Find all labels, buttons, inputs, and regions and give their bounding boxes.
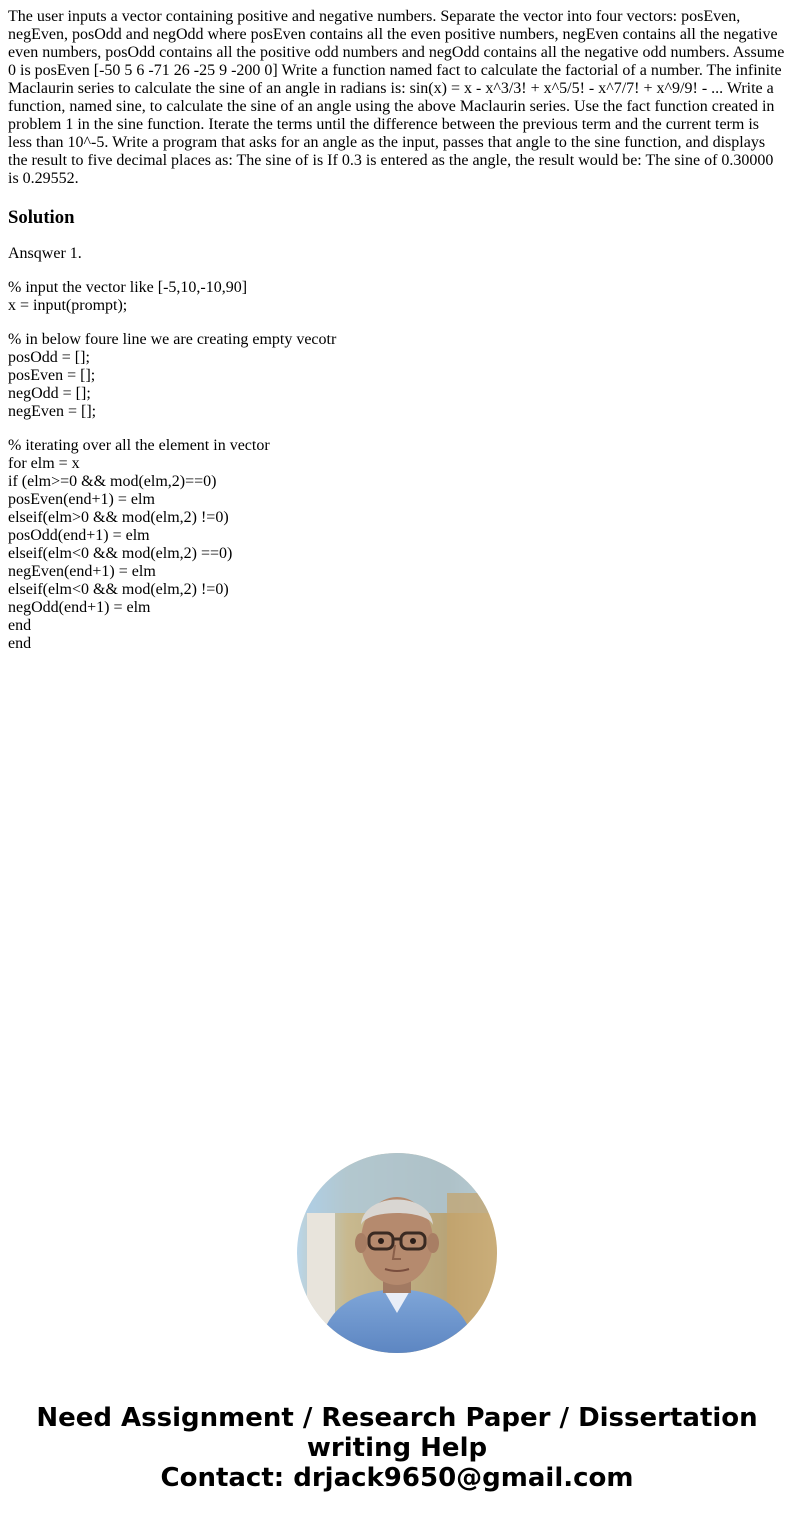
- code-line: for elm = x: [8, 455, 80, 472]
- code-block-init: [8, 331, 786, 421]
- code-line: negOdd(end+1) = elm: [8, 599, 151, 616]
- code-line: if (elm>=0 && mod(elm,2)==0): [8, 473, 217, 490]
- code-line: % input the vector like [-5,10,-10,90]: [8, 279, 248, 296]
- code-line: posEven(end+1) = elm: [8, 491, 155, 508]
- code-line: % in below foure line we are creating empty vecotr: [8, 331, 337, 348]
- code-block-input: [8, 279, 786, 315]
- code-line: posOdd(end+1) = elm: [8, 527, 150, 544]
- code-line: elseif(elm>0 && mod(elm,2) !=0): [8, 509, 229, 526]
- promo-line: Need Assignment / Research Paper / Dissertation: [36, 1403, 758, 1433]
- document-body: [8, 8, 786, 653]
- promo-line: writing Help: [306, 1433, 488, 1463]
- code-line: % iterating over all the element in vector: [8, 437, 270, 454]
- code-line: x = input(prompt);: [8, 297, 128, 314]
- code-line: posEven = [];: [8, 367, 96, 384]
- code-block-loop: [8, 437, 786, 653]
- code-line: elseif(elm<0 && mod(elm,2) ==0): [8, 545, 233, 562]
- code-line: negEven(end+1) = elm: [8, 563, 156, 580]
- contact-email: Contact: drjack9650@gmail.com: [160, 1463, 634, 1493]
- author-portrait: [297, 1153, 497, 1353]
- question-text: The user inputs a vector containing positive and negative numbers. Separate the vector into four vectors: posEven, negEven, posOdd and negOdd where posEven contains all the even positive numbers, negEven contains all the negative even numbers, posOdd contains all the positive odd numbers and negOdd contains all the negative odd numbers. Assume 0 is posEven [-50 5 6 -71 26 -25 9 -200 0] Write a function named fact to calculate the factorial of a number. The infinite Maclaurin series to calculate the sine of an angle in radians is: sin(x) = x - x^3/3! + x^5/5! - x^7/7! + x^9/9! - ... Write a function, named sine, to calculate the sine of an angle using the above Maclaurin series. Use the fact function created in problem 1 in the sine function. Iterate the terms until the difference between the previous term and the current term is less than 10^-5. Write a program that asks for an angle as the input, passes that angle to the sine function, and displays the result to five decimal places as: The sine of is If 0.3 is entered as the angle, the result would be: The sine of 0.30000 is 0.29552.: [8, 8, 785, 187]
- answer-label: Ansqwer 1.: [8, 245, 82, 262]
- code-line: elseif(elm<0 && mod(elm,2) !=0): [8, 581, 229, 598]
- code-line: end: [8, 617, 32, 634]
- promo-banner: [0, 1403, 794, 1493]
- code-line: negEven = [];: [8, 403, 97, 420]
- code-line: negOdd = [];: [8, 385, 91, 402]
- author-avatar: [297, 1153, 497, 1353]
- code-line: end: [8, 635, 32, 652]
- code-line: posOdd = [];: [8, 349, 90, 366]
- solution-heading: Solution: [8, 207, 75, 228]
